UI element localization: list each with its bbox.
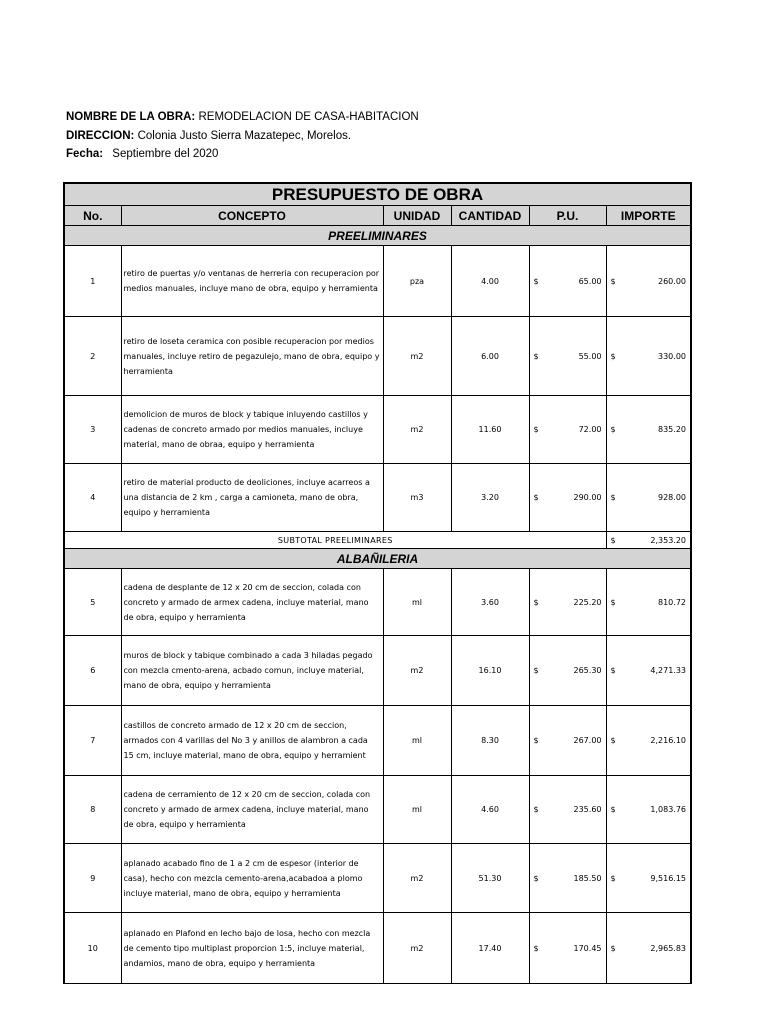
currency-sign: $: [610, 805, 616, 814]
subtotal-row: [64, 532, 691, 549]
row-importe: 9,516.15: [650, 873, 686, 883]
row-pu: 267.00: [573, 736, 602, 745]
table-row: [64, 317, 691, 396]
row-pu: 185.50: [573, 873, 602, 883]
currency-sign: $: [610, 535, 616, 545]
row-unidad: m2: [383, 844, 451, 913]
row-concepto: muros de block y tabique combinado a cada 3 hiladas pegado con mezcla cmento-arena, acbado comun, incluye material, mano de obra, equipo y herramienta: [121, 636, 383, 706]
row-importe-cell: [606, 569, 691, 636]
table-row: [64, 396, 691, 464]
row-cantidad: 3.60: [451, 569, 529, 636]
row-pu-cell: [529, 396, 606, 464]
table-row: [64, 569, 691, 636]
row-concepto: aplanado en Plafond en lecho bajo de losa, hecho con mezcla de cemento tipo multiplast proporcion 1:5, incluye material, andamios, mano de obra, equipo y herramienta: [121, 913, 383, 984]
row-pu-cell: [529, 776, 606, 844]
currency-sign: $: [533, 493, 539, 502]
row-importe: 835.20: [658, 425, 686, 434]
col-header-no: No.: [64, 206, 121, 226]
currency-sign: $: [533, 736, 539, 745]
subtotal-value-cell: [606, 532, 691, 549]
row-pu: 170.45: [573, 943, 602, 953]
row-unidad: m3: [383, 464, 451, 532]
currency-sign: $: [533, 276, 539, 286]
fecha-label: Fecha:: [66, 148, 104, 160]
currency-sign: $: [610, 597, 616, 607]
currency-sign: $: [610, 493, 616, 502]
row-importe: 260.00: [658, 276, 686, 286]
row-number: 8: [64, 776, 121, 844]
row-importe: 330.00: [658, 351, 686, 361]
row-concepto: cadena de cerramiento de 12 x 20 cm de seccion, colada con concreto y armado de armex cadena, incluye material, mano de obra, equipo y herramienta: [121, 776, 383, 844]
row-number: 7: [64, 706, 121, 776]
table-row: [64, 776, 691, 844]
row-number: 10: [64, 913, 121, 984]
col-header-pu: P.U.: [529, 206, 606, 226]
row-number: 2: [64, 317, 121, 396]
row-cantidad: 3.20: [451, 464, 529, 532]
row-pu-cell: [529, 844, 606, 913]
row-importe-cell: [606, 844, 691, 913]
section-header: ALBAÑILERIA: [64, 549, 691, 569]
row-number: 1: [64, 246, 121, 317]
row-importe-cell: [606, 317, 691, 396]
row-concepto: retiro de loseta ceramica con posible recuperacion por medios manuales, incluye retiro de pegazulejo, mano de obra, equipo y herramienta: [121, 317, 383, 396]
row-number: 3: [64, 396, 121, 464]
row-importe-cell: [606, 396, 691, 464]
row-pu: 265.30: [573, 666, 602, 675]
row-importe-cell: [606, 636, 691, 706]
row-importe: 2,965.83: [650, 943, 686, 953]
obra-value: REMODELACION DE CASA-HABITACION: [198, 111, 419, 123]
row-unidad: ml: [383, 706, 451, 776]
subtotal-value: 2,353.20: [650, 535, 686, 545]
row-number: 4: [64, 464, 121, 532]
table-row: [64, 636, 691, 706]
currency-sign: $: [533, 425, 539, 434]
row-number: 5: [64, 569, 121, 636]
currency-sign: $: [533, 943, 539, 953]
row-pu-cell: [529, 246, 606, 317]
row-importe: 810.72: [658, 597, 686, 607]
subtotal-label: SUBTOTAL PREELIMINARES: [64, 532, 606, 549]
row-pu-cell: [529, 569, 606, 636]
currency-sign: $: [533, 351, 539, 361]
row-importe: 1,083.76: [650, 805, 686, 814]
col-header-cantidad: CANTIDAD: [451, 206, 529, 226]
budget-table: [63, 182, 692, 984]
direccion-label: DIRECCION:: [66, 130, 135, 142]
direccion-value: Colonia Justo Sierra Mazatepec, Morelos.: [137, 130, 352, 142]
fecha-line: [66, 147, 218, 161]
col-header-concepto: CONCEPTO: [121, 206, 383, 226]
row-unidad: ml: [383, 569, 451, 636]
row-importe: 2,216.10: [650, 736, 686, 745]
row-importe-cell: [606, 706, 691, 776]
row-concepto: aplanado acabado fino de 1 a 2 cm de espesor (interior de casa), hecho con mezcla cemento-arena,acabadoa a plomo incluye material, mano de obra, equipo y herramienta: [121, 844, 383, 913]
row-cantidad: 16.10: [451, 636, 529, 706]
row-pu-cell: [529, 913, 606, 984]
currency-sign: $: [610, 276, 616, 286]
row-concepto: cadena de desplante de 12 x 20 cm de seccion, colada con concreto y armado de armex cadena, incluye material, mano de obra, equipo y herramienta: [121, 569, 383, 636]
currency-sign: $: [610, 425, 616, 434]
row-unidad: m2: [383, 913, 451, 984]
row-number: 6: [64, 636, 121, 706]
row-pu: 235.60: [573, 805, 602, 814]
row-importe-cell: [606, 246, 691, 317]
obra-line: [66, 110, 419, 124]
row-cantidad: 8.30: [451, 706, 529, 776]
row-pu-cell: [529, 636, 606, 706]
row-cantidad: 17.40: [451, 913, 529, 984]
row-cantidad: 11.60: [451, 396, 529, 464]
row-concepto: castillos de concreto armado de 12 x 20 cm de seccion, armados con 4 varillas del No 3 y anillos de alambron a cada 15 cm, incluye material, mano de obra, equipo y herramient: [121, 706, 383, 776]
currency-sign: $: [610, 943, 616, 953]
currency-sign: $: [610, 736, 616, 745]
row-unidad: m2: [383, 636, 451, 706]
currency-sign: $: [610, 351, 616, 361]
currency-sign: $: [533, 597, 539, 607]
table-row: [64, 844, 691, 913]
section-header: PREELIMINARES: [64, 226, 691, 246]
row-unidad: ml: [383, 776, 451, 844]
row-pu: 290.00: [573, 493, 602, 502]
row-pu-cell: [529, 317, 606, 396]
row-importe-cell: [606, 913, 691, 984]
row-pu: 55.00: [578, 351, 602, 361]
row-importe: 4,271.33: [650, 666, 686, 675]
row-concepto: retiro de puertas y/o ventanas de herreria con recuperacion por medios manuales, incluye mano de obra, equipo y herramienta: [121, 246, 383, 317]
currency-sign: $: [533, 873, 539, 883]
row-cantidad: 51.30: [451, 844, 529, 913]
row-unidad: m2: [383, 396, 451, 464]
table-row: [64, 246, 691, 317]
row-number: 9: [64, 844, 121, 913]
row-importe-cell: [606, 776, 691, 844]
currency-sign: $: [533, 666, 539, 675]
row-unidad: pza: [383, 246, 451, 317]
currency-sign: $: [610, 666, 616, 675]
row-cantidad: 6.00: [451, 317, 529, 396]
table-row: [64, 706, 691, 776]
col-header-importe: IMPORTE: [606, 206, 691, 226]
table-title: PRESUPUESTO DE OBRA: [64, 183, 691, 206]
row-pu-cell: [529, 706, 606, 776]
row-cantidad: 4.60: [451, 776, 529, 844]
row-pu: 72.00: [578, 425, 602, 434]
col-header-unidad: UNIDAD: [383, 206, 451, 226]
row-pu: 225.20: [573, 597, 602, 607]
table-row: [64, 464, 691, 532]
direccion-line: [66, 129, 351, 143]
column-headers: [64, 206, 691, 226]
currency-sign: $: [533, 805, 539, 814]
table-row: [64, 913, 691, 984]
row-concepto: demolicion de muros de block y tabique inluyendo castillos y cadenas de concreto armado por medios manuales, incluye material, mano de obraa, equipo y herramienta: [121, 396, 383, 464]
row-cantidad: 4.00: [451, 246, 529, 317]
row-pu: 65.00: [578, 276, 602, 286]
currency-sign: $: [610, 873, 616, 883]
row-unidad: m2: [383, 317, 451, 396]
row-importe-cell: [606, 464, 691, 532]
obra-label: NOMBRE DE LA OBRA:: [66, 111, 196, 123]
row-concepto: retiro de material producto de deoliciones, incluye acarreos a una distancia de 2 km , carga a camioneta, mano de obra, equipo y herramienta: [121, 464, 383, 532]
fecha-value: Septiembre del 2020: [112, 148, 219, 160]
row-pu-cell: [529, 464, 606, 532]
row-importe: 928.00: [658, 493, 686, 502]
